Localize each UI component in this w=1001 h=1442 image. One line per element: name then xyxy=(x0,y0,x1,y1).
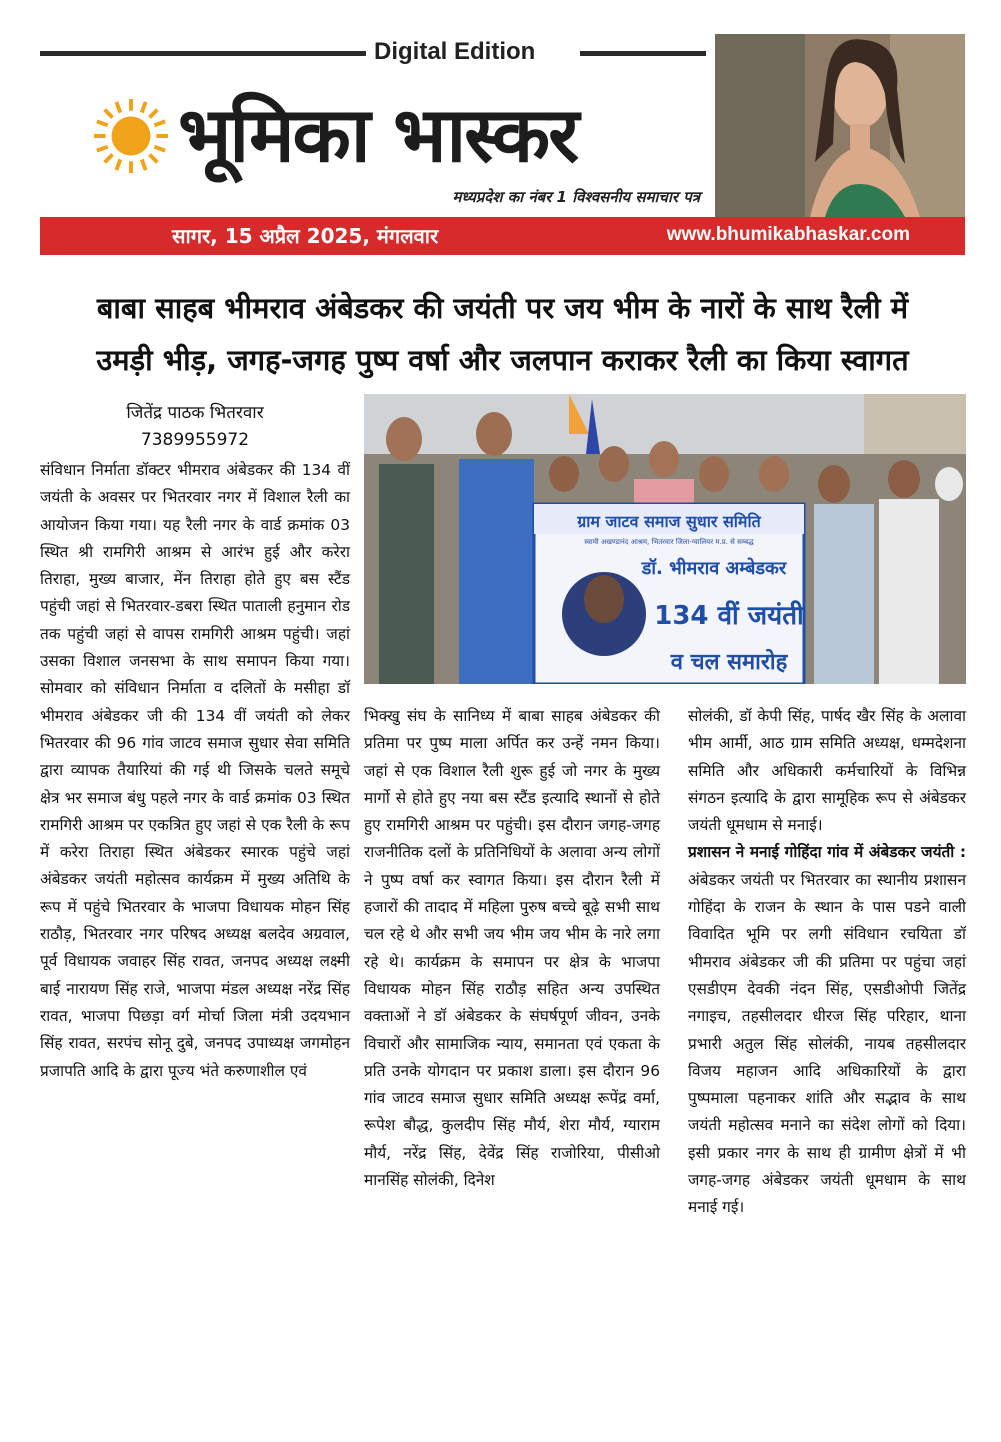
brand-tagline: मध्यप्रदेश का नंबर 1 विश्वसनीय समाचार पत्र xyxy=(452,188,700,206)
issue-date: सागर, 15 अप्रैल 2025, मंगलवार xyxy=(172,224,439,248)
banner-subtitle: स्वामी अखण्डानंद आश्रम, भितरवार जिला-ग्वालियर म.प्र. से सम्बद्ध xyxy=(584,538,754,546)
byline xyxy=(40,400,350,454)
headline-line-2: उमड़ी भीड़, जगह-जगह पुष्प वर्षा और जलपान कराकर रैली का किया स्वागत xyxy=(96,343,909,377)
date-strip xyxy=(40,217,965,255)
author-name: जितेंद्र पाठक भितरवार xyxy=(126,403,264,423)
article-column-2 xyxy=(364,703,660,1194)
masthead-rule-right xyxy=(580,51,706,56)
article-headline xyxy=(40,282,965,386)
masthead-portrait-image xyxy=(715,34,965,217)
column-3-text-b xyxy=(688,839,966,1221)
subhead-lead: प्रशासन ने मनाई गोहिंदा गांव में अंबेडकर जयंती : xyxy=(688,843,966,862)
edition-label: Digital Edition xyxy=(374,38,536,65)
column-1-text: संविधान निर्माता डॉक्टर भीमराव अंबेडकर की 134 वीं जयंती के अवसर पर भितरवार नगर में विशाल रैली का आयोजन किया गया। यह रैली नगर के वार्ड क्रमांक 03 स्थित श्री रामगिरी आश्रम से आरंभ हुई और करेरा तिराहा, मुख्य बाजार, मेंन तिराहा होते हुए बस स्टैंड पहुंची जहां से भितरवार-डबरा स्थित पाताली हनुमान रोड तक पहुंची जहां से वापस रामगिरी आश्रम पहुंची। जहां उसका विशाल जनसभा के साथ समापन किया गया। सोमवार को संविधान निर्माता व दलितों के मसीहा डॉ भीमराव अंबेडकर जी की 134 वीं जयंती को लेकर भितरवार की 96 गांव जाटव समाज सुधार सेवा समिति द्वारा व्यापक तैयारियां की गई थी जिसके चलते समूचे क्षेत्र भर समाज बंधु पहले नगर के वार्ड क्रमांक 03 स्थित रामगिरी आश्रम पर एकत्रित हुए जहां से एक रैली के रूप में करेरा तिराहा स्थित अंबेडकर स्मारक पहुंचे जहां अंबेडकर जयंती महोत्सव कार्यक्रम में मुख्य अतिथि के रूप में पहुंचे भितरवार के भाजपा विधायक मोहन सिंह राठौड़, भितरवार नगर परिषद अध्यक्ष बलदेव अग्रवाल, पूर्व विधायक जवाहर सिंह रावत, जनपद अध्यक्ष लक्ष्मी बाई नारायण सिंह राजे, भाजपा मंडल अध्यक्ष नरेंद्र सिंह रावत, भाजपा पिछड़ा वर्ग मोर्चा जिला मंत्री उदयभान सिंह रावत, सरपंच सोनू दुबे, जनपद उपाध्यक्ष जगमोहन प्रजापति आदि के द्वारा पूज्य भंते करुणाशील एवं xyxy=(40,461,351,1080)
headline-line-1: बाबा साहब भीमराव अंबेडकर की जयंती पर जय भीम के नारों के साथ रैली में xyxy=(96,291,909,325)
banner-title: ग्राम जाटव समाज सुधार समिति xyxy=(577,512,761,531)
column-3-body: अंबेडकर जयंती पर भितरवार का स्थानीय प्रशासन गोहिंदा के राजन के स्थान के पास पडने वाली विवादित भूमि पर लगी संविधान रचयिता डॉ भीमराव अंबेडकर जी की प्रतिमा पर पहुंचा जहां एसडीएम देवकी नंदन सिंह, एसडीओपी जितेंद्र नगाइच, तहसीलदार धीरज सिंह परिहार, थाना प्रभारी अतुल सिंह सोलंकी, नायब तहसीलदार विजय महाजन आदि अधिकारियों के द्वारा पुष्पमाला पहनाकर शांति और सद्भाव के साथ जयंती महोत्सव मनाने का संदेश लोगों को दिया। इसी प्रकार नगर के साथ ही ग्रामीण क्षेत्रों में भी जगह-जगह अंबेडकर जयंती धूमधाम के साथ मनाई गई। xyxy=(688,870,966,1217)
brand-title: भूमिका भास्कर xyxy=(178,90,578,179)
website-link[interactable]: www.bhumikabhaskar.com xyxy=(666,224,910,245)
banner-event-2: व चल समारोह xyxy=(670,650,788,675)
banner-name: डॉ. भीमराव अम्बेडकर xyxy=(641,558,787,579)
article-column-1 xyxy=(40,457,350,1085)
banner-event: 134 वीं जयंती xyxy=(654,601,804,631)
rally-photo xyxy=(364,394,966,684)
column-2-text: भिक्खु संघ के सानिध्य में बाबा साहब अंबेडकर की प्रतिमा पर पुष्प माला अर्पित कर उन्हें नमन किया। जहां से एक विशाल रैली शुरू हुई जो नगर के मुख्य मार्गो से होते हुए नया बस स्टैंड इत्यादि स्थानों से होते हुए रामगिरी आश्रम पर पहुंची। इस दौरान जगह-जगह राजनीतिक दलों के प्रतिनिधियों के अलावा अन्य लोगों ने पुष्प वर्षा कर स्वागत किया। इस दौरान रैली में हजारों की तादाद में महिला पुरुष बच्चे बूढ़े सभी साथ चल रहे थे और सभी जय भीम जय भीम के नारे लगा रहे थे। कार्यक्रम के समापन पर क्षेत्र के भाजपा विधायक मोहन सिंह राठौड़ सहित अन्य उपस्थित वक्ताओं ने डॉ अंबेडकर के संघर्षपूर्ण जीवन, उनके विचारों और सामाजिक न्याय, समानता एवं एकता के प्रति उनके योगदान पर प्रकाश डाला। इस दौरान 96 गांव जाटव समाज सुधार समिति अध्यक्ष रूपेंद्र वर्मा, रूपेश बौद्ध, कुलदीप सिंह मौर्य, शेरा मौर्य, ग्याराम मौर्य, नरेंद्र सिंह, देवेंद्र सिंह राजोरिया, पीसीओ मानसिंह सोलंकी, दिनेश xyxy=(364,707,660,1190)
author-phone: 7389955972 xyxy=(140,430,250,450)
column-3-text-a: सोलंकी, डॉ केपी सिंह, पार्षद खैर सिंह के अलावा भीम आर्मी, आठ ग्राम समिति अध्यक्ष, धम्मदेशना समिति और अधिकारी कर्मचारियों के विभिन्न संगठन इत्यादि के द्वारा सामूहिक रूप से अंबेडकर जयंती धूमधाम से मनाई। xyxy=(688,707,966,835)
article-column-3 xyxy=(688,703,966,1222)
sun-logo-icon xyxy=(92,97,170,175)
masthead-rule-left xyxy=(40,51,366,56)
